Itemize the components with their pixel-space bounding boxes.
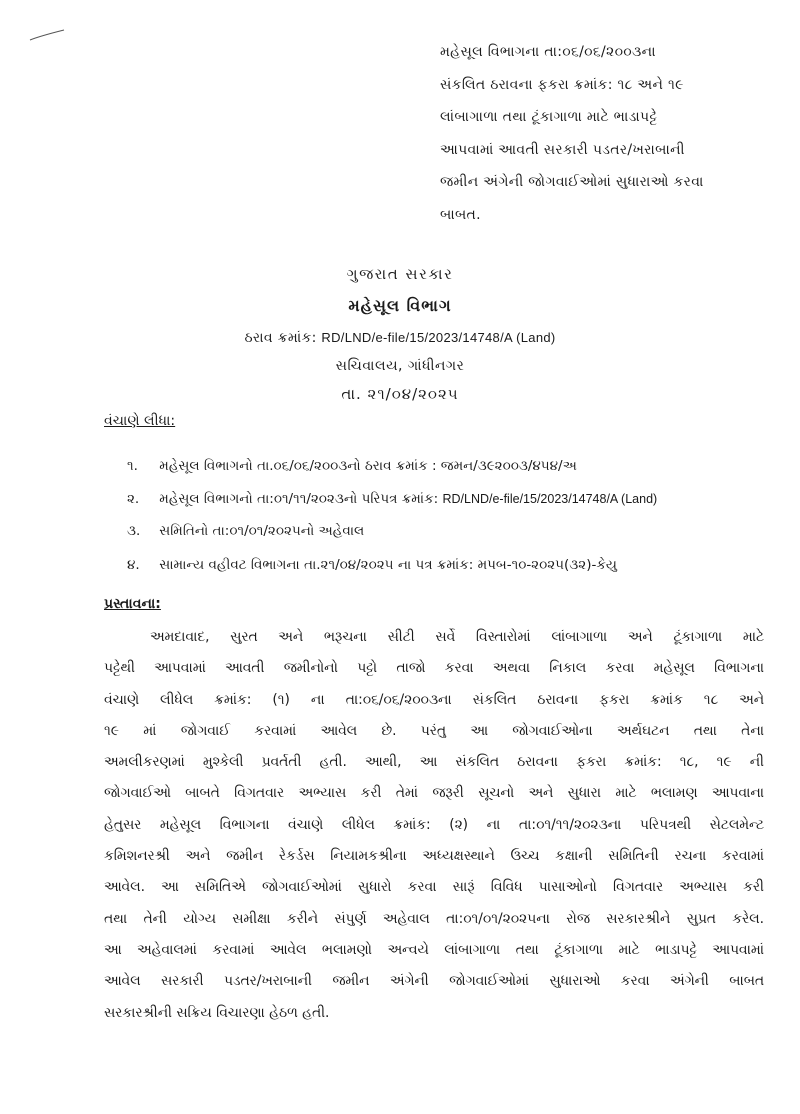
paragraph-line: આવેલ સરકારી પડતર/ખરાબાની જમીન અંગેની જોગવાઈઓમાં સુધારાઓ કરવા અંગેની બાબત bbox=[104, 973, 764, 990]
resolution-number-line bbox=[0, 330, 800, 346]
paragraph-line: વંચાણે લીધેલ ક્રમાંક: (૧) ના તા:૦૬/૦૬/૨૦૦૩ના સંકલિત ઠરાવના ફકરા ક્રમાંક ૧૮ અને bbox=[104, 691, 764, 708]
subject-line: જમીન અંગેની જોગવાઈઓમાં સુધારાઓ કરવા bbox=[440, 174, 704, 191]
read-heading: વંચાણે લીધા: bbox=[104, 413, 176, 429]
subject-line: સંકલિત ઠરાવના ફકરા ક્રમાંક: ૧૮ અને ૧૯ bbox=[440, 76, 684, 93]
paragraph-line: આવેલ. આ સમિતિએ જોગવાઈઓમાં સુધારો કરવા સારૂં વિવિધ પાસાઓનો વિગતવાર અભ્યાસ કરી bbox=[104, 879, 764, 896]
pen-mark bbox=[28, 28, 68, 44]
paragraph-line: હેતુસર મહેસૂલ વિભાગના વંચાણે લીધેલ ક્રમાંક: (૨) ના તા:૦૧/૧૧/૨૦૨૩ના પરિપત્રથી સેટલમેન્ટ bbox=[104, 816, 764, 833]
reference-item bbox=[127, 523, 364, 539]
reference-text: મહેસૂલ વિભાગનો તા:૦૧/૧૧/૨૦૨૩નો પરિપત્ર ક્રમાંક: bbox=[159, 491, 439, 507]
preamble-paragraph bbox=[104, 622, 764, 1029]
place: સચિવાલય, ગાંધીનગર bbox=[335, 358, 465, 374]
subject-line: મહેસૂલ વિભાગના તા:૦૬/૦૬/૨૦૦૩ના bbox=[440, 44, 656, 60]
reference-item bbox=[127, 557, 617, 573]
paragraph-line: પટ્ટેથી આપવામાં આવતી જમીનોનો પટ્ટો તાજો કરવા અથવા નિકાલ કરવા મહેસૂલ વિભાગના bbox=[104, 660, 764, 677]
paragraph-line: કમિશનરશ્રી અને જમીન રેકર્ડસ નિયામકશ્રીના અધ્યક્ષસ્થાને ઉચ્ચ કક્ષાની સમિતિની રચના કરવામાં bbox=[104, 848, 764, 865]
paragraph-line: આ અહેવાલમાં કરવામાં આવેલ ભલામણો અન્વયે લાંબાગાળા તથા ટૂંકાગાળા માટે ભાડાપટ્ટે આપવામાં bbox=[104, 941, 764, 958]
preamble-heading: પ્રસ્તાવના: bbox=[104, 596, 161, 612]
resolution-number: RD/LND/e-file/15/2023/14748/A (Land) bbox=[321, 330, 556, 345]
reference-text: સામાન્ય વહીવટ વિભાગના તા.૨૧/૦૪/૨૦૨૫ ના પત્ર ક્રમાંક: મપબ-૧૦-૨૦૨૫(૩૨)-કેયુ bbox=[159, 557, 617, 573]
subject-block bbox=[440, 36, 770, 232]
paragraph-line: તથા તેની યોગ્ય સમીક્ષા કરીને સંપુર્ણ અહેવાલ તા:૦૧/૦૧/૨૦૨૫ના રોજ સરકારશ્રીને સુપ્રત કરેલ. bbox=[104, 910, 764, 927]
subject-line: લાંબાગાળા તથા ટૂંકાગાળા માટે ભાડાપટ્ટે bbox=[440, 109, 658, 126]
reference-code: RD/LND/e-file/15/2023/14748/A (Land) bbox=[442, 492, 658, 506]
resolution-date: તા. ૨૧/૦૪/૨૦૨૫ bbox=[341, 385, 459, 403]
reference-number: ૨. bbox=[127, 491, 140, 507]
reference-number: ૧. bbox=[127, 458, 138, 474]
paragraph-line: જોગવાઈઓ બાબતે વિગતવાર અભ્યાસ કરી તેમાં જરૂરી સૂચનો અને સુધારા માટે ભલામણ આપવાના bbox=[104, 785, 764, 802]
subject-line: આપવામાં આવતી સરકારી પડતર/ખરાબાની bbox=[440, 141, 685, 158]
reference-text: સમિતિનો તા:૦૧/૦૧/૨૦૨૫નો અહેવાલ bbox=[159, 523, 365, 539]
paragraph-line: અમદાવાદ, સુરત અને ભરૂચના સીટી સર્વે વિસ્તારોમાં લાંબાગાળા અને ટૂંકાગાળા માટે bbox=[150, 629, 764, 645]
reference-item bbox=[127, 458, 577, 474]
reference-text: મહેસૂલ વિભાગનો તા.૦૬/૦૬/૨૦૦૩નો ઠરાવ ક્રમાંક : જમન/૩૯૨૦૦૩/૪૫૪/અ bbox=[159, 458, 577, 474]
reference-item bbox=[127, 491, 657, 507]
department-name: મહેસૂલ વિભાગ bbox=[348, 296, 452, 315]
paragraph-line: અમલીકરણમાં મુશ્કેલી પ્રવર્તતી હતી. આથી, આ સંકલિત ઠરાવના ફકરા ક્રમાંક: ૧૮, ૧૯ ની bbox=[104, 754, 764, 771]
paragraph-line: સરકારશ્રીની સક્રિય વિચારણા હેઠળ હતી. bbox=[104, 1004, 330, 1021]
paragraph-line: ૧૯ માં જોગવાઈ કરવામાં આવેલ છે. પરંતુ આ જોગવાઈઓના અર્થઘટન તથા તેના bbox=[104, 722, 764, 739]
resolution-label: ઠરાવ ક્રમાંક: bbox=[244, 330, 317, 346]
reference-number: ૪. bbox=[127, 557, 140, 573]
reference-number: ૩. bbox=[127, 523, 141, 539]
government-name: ગુજરાત સરકાર bbox=[346, 265, 454, 283]
subject-line: બાબત. bbox=[440, 206, 481, 223]
